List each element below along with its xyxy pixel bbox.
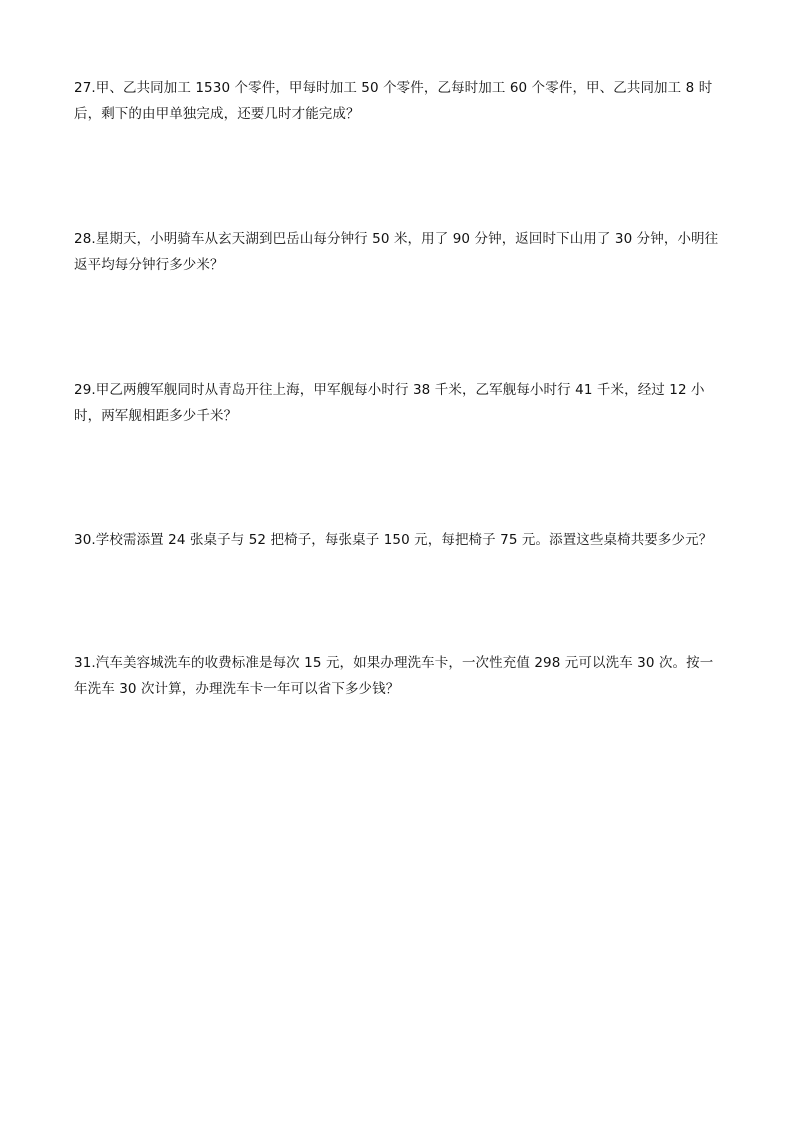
question-29 [74, 377, 726, 429]
question-number: 29. [74, 382, 96, 398]
question-text: 汽车美容城洗车的收费标准是每次 15 元，如果办理洗车卡，一次性充值 298 元可以洗车 30 次。按一年洗车 30 次计算，办理洗车卡一年可以省下多少钱？ [74, 655, 714, 697]
question-28 [74, 226, 726, 278]
question-number: 31. [74, 655, 96, 671]
question-27 [74, 75, 726, 127]
question-text: 星期天，小明骑车从玄天湖到巴岳山每分钟行 50 米，用了 90 分钟，返回时下山用了 30 分钟，小明往返平均每分钟行多少米？ [74, 231, 719, 273]
question-30 [74, 527, 726, 553]
question-number: 30. [74, 532, 96, 548]
question-number: 27. [74, 80, 96, 96]
question-31 [74, 650, 726, 702]
question-text: 学校需添置 24 张桌子与 52 把椅子，每张桌子 150 元，每把椅子 75 元。添置这些桌椅共要多少元？ [95, 532, 713, 548]
question-number: 28. [74, 231, 96, 247]
question-text: 甲乙两艘军舰同时从青岛开往上海，甲军舰每小时行 38 千米，乙军舰每小时行 41 千米，经过 12 小时，两军舰相距多少千米？ [74, 382, 705, 424]
question-text: 甲、乙共同加工 1530 个零件，甲每时加工 50 个零件，乙每时加工 60 个零件，甲、乙共同加工 8 时后，剩下的由甲单独完成，还要几时才能完成？ [74, 80, 713, 122]
